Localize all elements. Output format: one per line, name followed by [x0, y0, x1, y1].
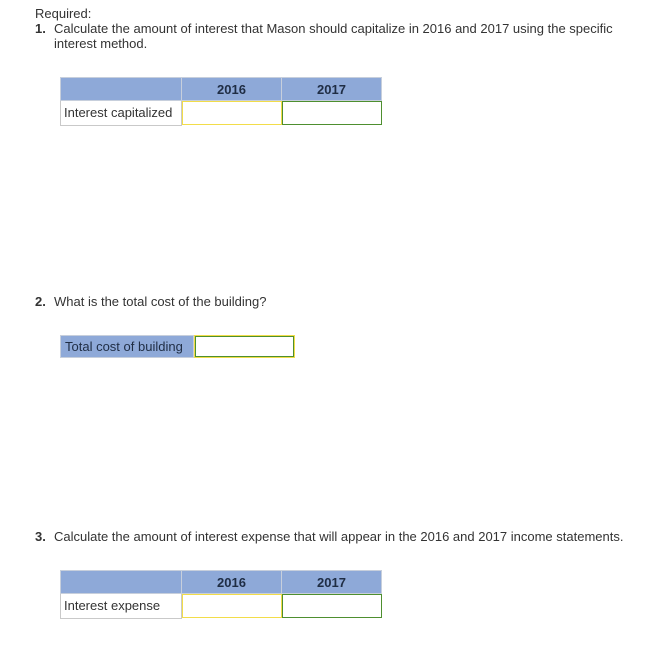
column-header-2017: 2017	[282, 571, 382, 594]
question-2	[35, 294, 635, 309]
column-header-2017: 2017	[282, 78, 382, 101]
total-cost-input[interactable]	[194, 335, 295, 358]
interest-capitalized-table	[60, 77, 382, 126]
table-row	[61, 594, 382, 619]
interest-capitalized-2017-input[interactable]	[282, 101, 382, 125]
table-header-blank	[61, 78, 182, 101]
table-header-row	[61, 78, 382, 101]
total-cost-label: Total cost of building	[60, 335, 194, 358]
question-1-text: Calculate the amount of interest that Mason should capitalize in 2016 and 2017 using the specific interest method.	[54, 21, 613, 51]
question-1-number: 1.	[35, 21, 46, 36]
interest-expense-2017-input[interactable]	[282, 594, 382, 618]
cell-2017	[282, 594, 382, 619]
question-3-text: Calculate the amount of interest expense that will appear in the 2016 and 2017 income statements.	[54, 529, 624, 544]
interest-expense-label: Interest expense	[61, 594, 182, 619]
cell-2017	[282, 101, 382, 126]
table-header-blank	[61, 571, 182, 594]
table-row	[61, 101, 382, 126]
interest-capitalized-2016-input[interactable]	[182, 101, 282, 125]
question-3	[35, 529, 640, 544]
question-2-text: What is the total cost of the building?	[54, 294, 267, 309]
question-3-number: 3.	[35, 529, 46, 544]
table-header-row	[61, 571, 382, 594]
question-1	[35, 21, 635, 51]
interest-capitalized-label: Interest capitalized	[61, 101, 182, 126]
question-2-number: 2.	[35, 294, 46, 309]
required-heading: Required:	[35, 6, 92, 21]
column-header-2016: 2016	[182, 571, 282, 594]
interest-expense-2016-input[interactable]	[182, 594, 282, 618]
cell-2016	[182, 101, 282, 126]
interest-expense-table	[60, 570, 382, 619]
cell-2016	[182, 594, 282, 619]
column-header-2016: 2016	[182, 78, 282, 101]
total-cost-row	[60, 335, 295, 358]
